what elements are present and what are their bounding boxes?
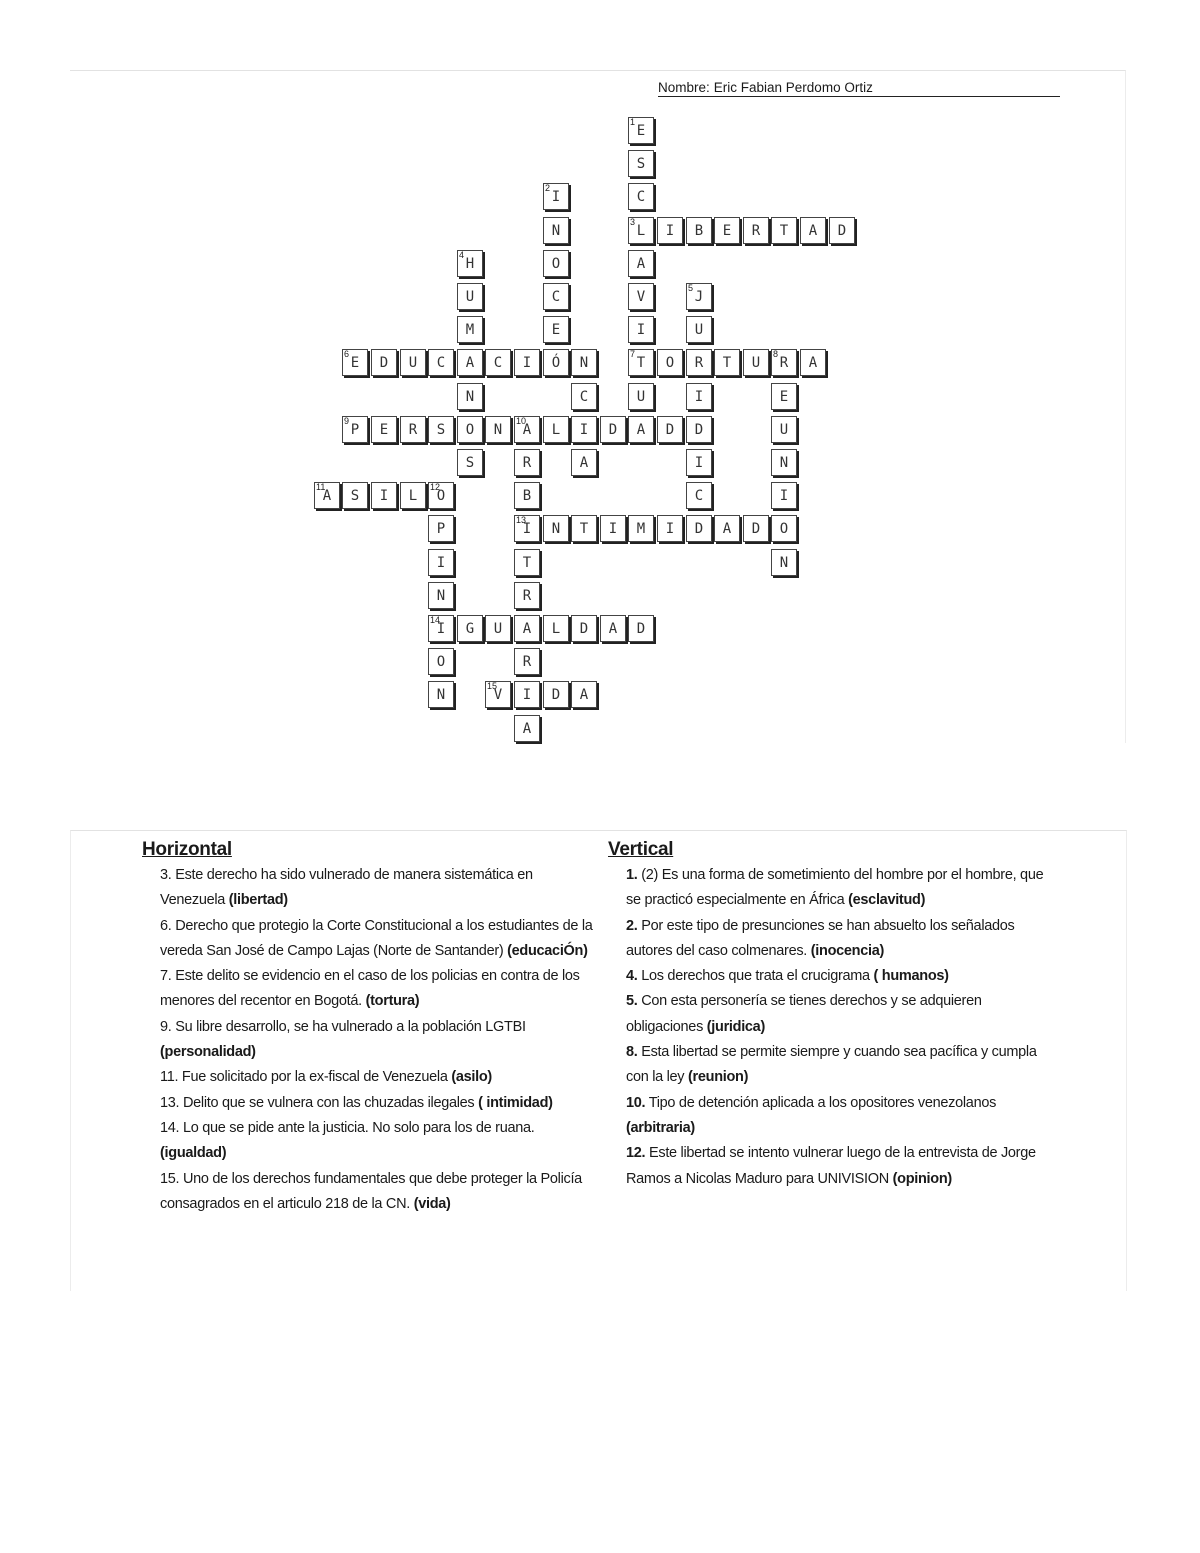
clue-number: 3 — [630, 217, 636, 227]
cell-letter: N — [436, 686, 446, 703]
cell-letter: T — [636, 354, 646, 371]
crossword-cell — [485, 349, 511, 376]
crossword-cell — [628, 316, 654, 343]
cell-letter: O — [665, 354, 675, 371]
cell-letter: I — [379, 487, 389, 504]
clue-number: 1 — [630, 117, 636, 127]
clue-num: 11. — [160, 1069, 179, 1086]
cell-letter: G — [465, 620, 475, 637]
clue-text: Su libre desarrollo, se ha vulnerado a la población LGTBI — [171, 1018, 526, 1035]
crossword-cell — [543, 217, 569, 244]
crossword-cell — [543, 250, 569, 277]
cell-letter: B — [522, 487, 532, 504]
clue-answer: (arbitraria) — [626, 1119, 695, 1136]
crossword-cell — [743, 217, 769, 244]
cell-letter: A — [722, 520, 732, 537]
cell-letter: U — [408, 354, 418, 371]
cell-letter: R — [522, 587, 532, 604]
cell-letter: A — [522, 421, 532, 438]
clue-answer: ( humanos) — [873, 968, 949, 985]
crossword-cell — [514, 449, 540, 476]
cell-letter: H — [465, 255, 475, 272]
cell-letter: E — [350, 354, 360, 371]
cell-letter: D — [694, 520, 704, 537]
cell-letter: I — [551, 188, 561, 205]
cell-letter: D — [665, 421, 675, 438]
cell-letter: M — [636, 520, 646, 537]
cell-letter: A — [579, 686, 589, 703]
clue-num: 7. — [160, 968, 172, 985]
crossword-cell — [543, 615, 569, 642]
crossword-cell — [571, 349, 597, 376]
crossword-cell — [457, 316, 483, 343]
cell-letter: D — [579, 620, 589, 637]
crossword-cell — [457, 416, 483, 443]
clue-number: 15 — [487, 681, 498, 691]
crossword-cell — [600, 615, 626, 642]
crossword-cell — [771, 349, 797, 376]
crossword-cell — [543, 515, 569, 542]
crossword-cell — [457, 250, 483, 277]
crossword-cell — [628, 515, 654, 542]
cell-letter: J — [694, 288, 704, 305]
crossword-cell — [771, 515, 797, 542]
clue-answer: (opinion) — [892, 1170, 952, 1187]
crossword-cell — [686, 217, 712, 244]
crossword-cell — [485, 681, 511, 708]
clue-answer: ( intimidad) — [478, 1094, 553, 1111]
clue-text: Los derechos que trata el crucigrama — [637, 968, 874, 985]
clue-answer: (asilo) — [451, 1069, 492, 1086]
crossword-cell — [686, 416, 712, 443]
clue-number: 14 — [430, 615, 441, 625]
clue-text: Con esta personería se tienes derechos y se adquieren obligaciones — [626, 993, 982, 1035]
cell-letter: U — [694, 321, 704, 338]
clue-num: 5. — [626, 993, 638, 1010]
crossword-cell — [514, 349, 540, 376]
crossword-cell — [714, 349, 740, 376]
crossword-cell — [514, 549, 540, 576]
cell-letter: U — [779, 421, 789, 438]
cell-letter: A — [322, 487, 332, 504]
crossword-cell — [400, 482, 426, 509]
crossword-cell — [686, 316, 712, 343]
clue-num: 2. — [626, 917, 638, 934]
cell-letter: D — [608, 421, 618, 438]
clue-item — [142, 1015, 597, 1066]
crossword-cell — [543, 283, 569, 310]
clue-number: 6 — [344, 349, 350, 359]
clue-number: 13 — [516, 515, 527, 525]
crossword-cell — [514, 416, 540, 443]
cell-letter: I — [522, 686, 532, 703]
cell-letter: R — [694, 354, 704, 371]
crossword-cell — [771, 383, 797, 410]
clue-answer: (vida) — [413, 1195, 451, 1212]
cell-letter: N — [779, 554, 789, 571]
cell-letter: C — [436, 354, 446, 371]
cell-letter: A — [522, 620, 532, 637]
cell-letter: A — [522, 720, 532, 737]
cell-letter: C — [694, 487, 704, 504]
cell-letter: E — [722, 222, 732, 239]
clue-number: 9 — [344, 416, 350, 426]
cell-letter: C — [551, 288, 561, 305]
cell-letter: E — [551, 321, 561, 338]
crossword-cell — [428, 482, 454, 509]
crossword-cell — [628, 250, 654, 277]
clue-text: Uno de los derechos fundamentales que debe proteger la Policía consagrados en el articulo 218 de la CN. — [160, 1170, 582, 1212]
crossword-cell — [428, 681, 454, 708]
clue-num: 12. — [626, 1145, 646, 1162]
crossword-cell — [543, 416, 569, 443]
crossword-cell — [571, 615, 597, 642]
crossword-cell — [514, 681, 540, 708]
crossword-cell — [771, 549, 797, 576]
cell-letter: D — [751, 520, 761, 537]
crossword-cell — [628, 150, 654, 177]
clue-answer: (reunion) — [688, 1069, 749, 1086]
clue-text: Este libertad se intento vulnerar luego de la entrevista de Jorge Ramos a Nicolas Maduro para UNIVISION — [626, 1145, 1036, 1187]
cell-letter: N — [579, 354, 589, 371]
crossword-cell — [400, 349, 426, 376]
cell-letter: A — [636, 421, 646, 438]
crossword-cell — [686, 449, 712, 476]
clue-text: Esta libertad se permite siempre y cuando sea pacífica y cumpla con la ley — [626, 1044, 1037, 1086]
crossword-cell — [571, 681, 597, 708]
cell-letter: V — [493, 686, 503, 703]
cell-letter: S — [436, 421, 446, 438]
crossword-cell — [600, 515, 626, 542]
crossword-cell — [628, 117, 654, 144]
crossword-cell — [428, 515, 454, 542]
horizontal-clue-list — [142, 863, 597, 1217]
name-label: Nombre: — [658, 80, 710, 95]
cell-letter: E — [779, 388, 789, 405]
crossword-cell — [628, 283, 654, 310]
cell-letter: V — [636, 288, 646, 305]
cell-letter: R — [751, 222, 761, 239]
clue-item — [608, 863, 1058, 914]
clue-text: Tipo de detención aplicada a los opositores venezolanos — [645, 1094, 997, 1111]
clue-num: 6. — [160, 917, 172, 934]
cell-letter: L — [636, 222, 646, 239]
clue-item — [608, 914, 1058, 965]
cell-letter: I — [522, 520, 532, 537]
clue-number: 10 — [516, 416, 527, 426]
cell-letter: T — [522, 554, 532, 571]
crossword-cell — [428, 349, 454, 376]
cell-letter: N — [436, 587, 446, 604]
cell-letter: E — [379, 421, 389, 438]
crossword-grid — [0, 0, 1200, 760]
clue-text: Derecho que protegio la Corte Constitucional a los estudiantes de la vereda San José de Campo Lajas (Norte de Santander) — [160, 917, 593, 959]
crossword-cell — [457, 349, 483, 376]
cell-letter: U — [751, 354, 761, 371]
crossword-cell — [628, 416, 654, 443]
crossword-cell — [743, 515, 769, 542]
cell-letter: D — [694, 421, 704, 438]
clue-answer: (igualdad) — [160, 1145, 227, 1162]
crossword-cell — [457, 283, 483, 310]
clue-text: Delito que se vulnera con las chuzadas ilegales — [179, 1094, 479, 1111]
clue-answer: (educaciÓn) — [507, 942, 588, 959]
clue-num: 15. — [160, 1170, 180, 1187]
crossword-cell — [543, 183, 569, 210]
cell-letter: A — [465, 354, 475, 371]
cell-letter: O — [465, 421, 475, 438]
crossword-cell — [428, 549, 454, 576]
cell-letter: L — [551, 421, 561, 438]
crossword-cell — [428, 648, 454, 675]
clue-text: (2) Es una forma de sometimiento del hombre por el hombre, que se practicó especialmente en África — [626, 867, 1044, 909]
cell-letter: D — [837, 222, 847, 239]
clue-number: 12 — [430, 482, 441, 492]
cell-letter: I — [579, 421, 589, 438]
cell-letter: R — [522, 454, 532, 471]
clue-answer: (juridica) — [706, 1018, 765, 1035]
crossword-cell — [657, 515, 683, 542]
clue-item — [142, 1065, 597, 1090]
crossword-cell — [657, 349, 683, 376]
cell-letter: I — [694, 388, 704, 405]
cell-letter: I — [665, 520, 675, 537]
crossword-cell — [428, 582, 454, 609]
cell-letter: R — [522, 653, 532, 670]
crossword-cell — [371, 349, 397, 376]
crossword-cell — [771, 217, 797, 244]
cell-letter: P — [436, 520, 446, 537]
crossword-cell — [686, 349, 712, 376]
crossword-cell — [428, 416, 454, 443]
cell-letter: S — [465, 454, 475, 471]
clue-num: 4. — [626, 968, 638, 985]
horizontal-heading: Horizontal — [142, 839, 232, 860]
vertical-heading: Vertical — [608, 839, 674, 860]
clue-answer: (libertad) — [228, 892, 288, 909]
cell-letter: M — [465, 321, 475, 338]
cell-letter: N — [551, 520, 561, 537]
crossword-cell — [400, 416, 426, 443]
cell-letter: I — [665, 222, 675, 239]
cell-letter: O — [436, 487, 446, 504]
crossword-cell — [485, 615, 511, 642]
clue-num: 1. — [626, 867, 638, 883]
crossword-cell — [800, 217, 826, 244]
horizontal-clues — [142, 838, 597, 1217]
crossword-cell — [543, 681, 569, 708]
crossword-cell — [714, 217, 740, 244]
cell-letter: I — [436, 554, 446, 571]
crossword-cell — [686, 515, 712, 542]
crossword-cell — [571, 515, 597, 542]
cell-letter: N — [551, 222, 561, 239]
crossword-cell — [829, 217, 855, 244]
clue-answer: (inocencia) — [810, 942, 884, 959]
crossword-cell — [686, 383, 712, 410]
crossword-cell — [514, 648, 540, 675]
clue-num: 14. — [160, 1119, 180, 1136]
crossword-cell — [342, 482, 368, 509]
clue-item — [142, 914, 597, 965]
crossword-cell — [628, 217, 654, 244]
cell-letter: C — [493, 354, 503, 371]
clue-item — [142, 863, 597, 914]
crossword-cell — [571, 449, 597, 476]
cell-letter: A — [608, 620, 618, 637]
clue-item — [608, 989, 1058, 1040]
crossword-cell — [771, 416, 797, 443]
clue-num: 10. — [626, 1094, 646, 1111]
clue-item — [608, 1141, 1058, 1192]
cell-letter: T — [579, 520, 589, 537]
crossword-cell — [743, 349, 769, 376]
clue-item — [142, 1091, 597, 1116]
vertical-clues — [608, 838, 1058, 1192]
cell-letter: U — [636, 388, 646, 405]
crossword-cell — [342, 349, 368, 376]
crossword-cell — [771, 449, 797, 476]
clue-answer: (personalidad) — [160, 1044, 256, 1061]
crossword-cell — [657, 416, 683, 443]
crossword-cell — [514, 715, 540, 742]
clue-number: 2 — [545, 183, 551, 193]
clue-answer: (esclavitud) — [848, 892, 926, 909]
cell-letter: I — [636, 321, 646, 338]
cell-letter: I — [436, 620, 446, 637]
cell-letter: S — [636, 155, 646, 172]
crossword-cell — [428, 615, 454, 642]
crossword-cell — [457, 449, 483, 476]
vertical-clue-list — [608, 863, 1058, 1192]
crossword-cell — [371, 482, 397, 509]
cell-letter: O — [436, 653, 446, 670]
cell-letter: A — [579, 454, 589, 471]
cell-letter: T — [779, 222, 789, 239]
crossword-cell — [543, 349, 569, 376]
name-value: Eric Fabian Perdomo Ortiz — [713, 80, 873, 95]
cell-letter: C — [579, 388, 589, 405]
cell-letter: I — [694, 454, 704, 471]
cell-letter: S — [350, 487, 360, 504]
crossword-cell — [314, 482, 340, 509]
crossword-cell — [628, 615, 654, 642]
crossword-cell — [686, 283, 712, 310]
cell-letter: A — [636, 255, 646, 272]
clue-text: Este derecho ha sido vulnerado de manera sistemática en Venezuela — [160, 867, 533, 909]
clue-text: Lo que se pide ante la justicia. No solo para los de ruana. — [179, 1119, 535, 1136]
clue-number: 7 — [630, 349, 636, 359]
cell-letter: U — [493, 620, 503, 637]
cell-letter: A — [808, 222, 818, 239]
clue-item — [608, 1040, 1058, 1091]
cell-letter: D — [551, 686, 561, 703]
crossword-cell — [628, 349, 654, 376]
cell-letter: P — [350, 421, 360, 438]
clue-number: 8 — [773, 349, 779, 359]
clue-number: 4 — [459, 250, 465, 260]
cell-letter: T — [722, 354, 732, 371]
clue-num: 3. — [160, 867, 172, 883]
clue-number: 11 — [316, 482, 326, 492]
cell-letter: E — [636, 122, 646, 139]
cell-letter: L — [551, 620, 561, 637]
crossword-cell — [485, 416, 511, 443]
crossword-cell — [571, 383, 597, 410]
clue-num: 9. — [160, 1018, 172, 1035]
crossword-cell — [600, 416, 626, 443]
cell-letter: O — [551, 255, 561, 272]
clue-item — [142, 1116, 597, 1167]
crossword-cell — [457, 383, 483, 410]
cell-letter: I — [779, 487, 789, 504]
cell-letter: D — [379, 354, 389, 371]
clue-text: Fue solicitado por la ex-fiscal de Venezuela — [178, 1069, 452, 1086]
cell-letter: U — [465, 288, 475, 305]
crossword-cell — [342, 416, 368, 443]
clue-item — [608, 964, 1058, 989]
cell-letter: R — [408, 421, 418, 438]
clue-num: 8. — [626, 1044, 638, 1061]
crossword-cell — [514, 615, 540, 642]
clue-text: Por este tipo de presunciones se han absuelto los señalados autores del caso colmenares. — [626, 917, 1015, 959]
cell-letter: B — [694, 222, 704, 239]
clue-item — [142, 1167, 597, 1218]
crossword-cell — [543, 316, 569, 343]
clue-num: 13. — [160, 1094, 180, 1111]
clue-item — [142, 964, 597, 1015]
crossword-cell — [686, 482, 712, 509]
crossword-cell — [371, 416, 397, 443]
crossword-cell — [714, 515, 740, 542]
crossword-cell — [514, 582, 540, 609]
crossword-cell — [457, 615, 483, 642]
clue-number: 5 — [688, 283, 694, 293]
cell-letter: A — [808, 354, 818, 371]
crossword-cell — [771, 482, 797, 509]
crossword-cell — [657, 217, 683, 244]
cell-letter: Ó — [551, 354, 561, 371]
cell-letter: L — [408, 487, 418, 504]
cell-letter: I — [522, 354, 532, 371]
cell-letter: O — [779, 520, 789, 537]
cell-letter: I — [608, 520, 618, 537]
clue-text: Este delito se evidencio en el caso de los policias en contra de los menores del recentor en Bogotá. — [160, 968, 580, 1010]
cell-letter: R — [779, 354, 789, 371]
cell-letter: N — [465, 388, 475, 405]
crossword-cell — [571, 416, 597, 443]
crossword-cell — [514, 482, 540, 509]
crossword-cell — [628, 183, 654, 210]
cell-letter: C — [636, 188, 646, 205]
crossword-cell — [514, 515, 540, 542]
clue-answer: (tortura) — [365, 993, 420, 1010]
cell-letter: D — [636, 620, 646, 637]
cell-letter: N — [779, 454, 789, 471]
crossword-cell — [628, 383, 654, 410]
cell-letter: N — [493, 421, 503, 438]
clue-item — [608, 1091, 1058, 1142]
crossword-cell — [800, 349, 826, 376]
